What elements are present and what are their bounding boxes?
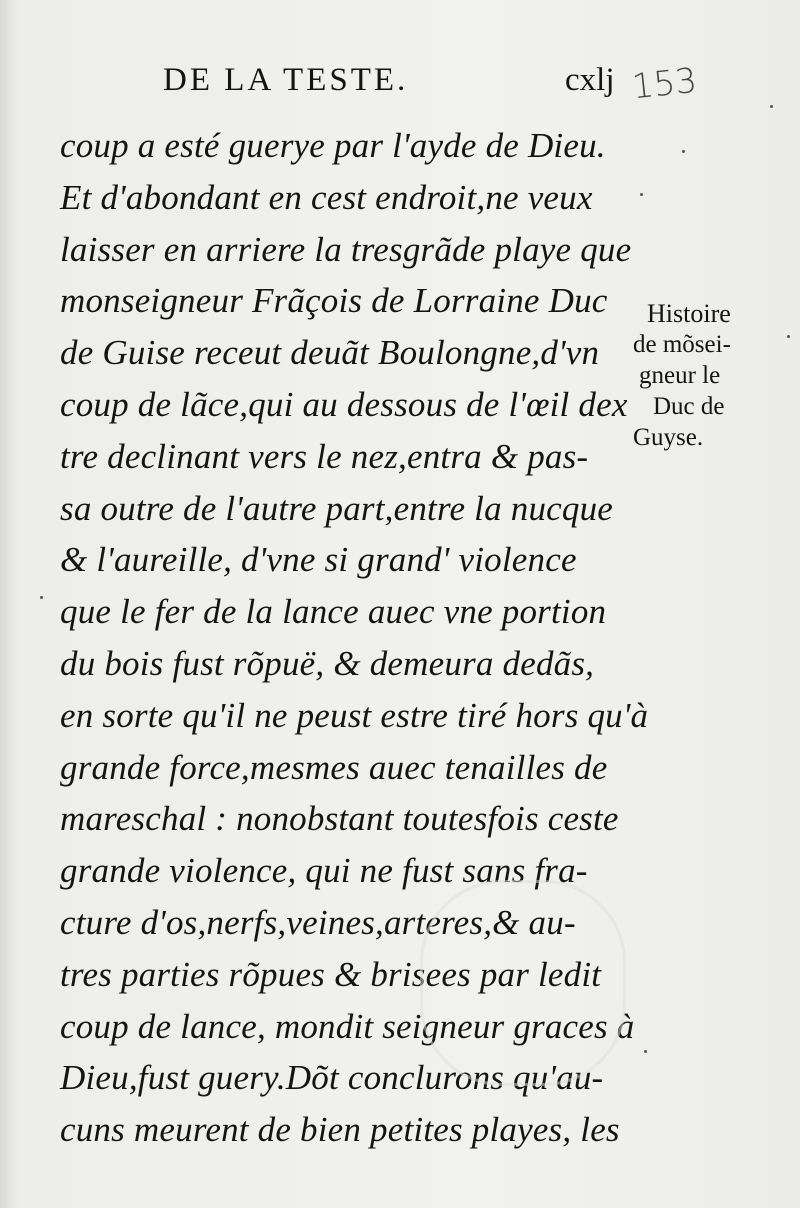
text-line: cuns meurent de bien petites playes, les — [60, 1110, 620, 1150]
text-line: grande violence, qui ne fust sans fra- — [60, 851, 588, 891]
text-line: mareschal : nonobstant toutesfois ceste — [60, 799, 619, 839]
text-line: coup de lãce,qui au dessous de l'œil dex — [60, 384, 628, 424]
ink-speck — [644, 1050, 647, 1053]
text-line: coup a esté guerye par l'ayde de Dieu. — [60, 126, 606, 165]
text-line: Dieu,fust guery.Dõt conclurons qu'au- — [60, 1058, 604, 1098]
margin-note-line: de mõsei- — [633, 331, 731, 358]
ink-speck — [787, 335, 790, 338]
text-line: en sorte qu'il ne peust estre tiré hors qu'à — [60, 695, 649, 735]
margin-note-line: Histoire — [647, 299, 731, 328]
text-line: du bois fust rõpuë, & demeura dedãs, — [60, 643, 595, 683]
text-line: sa outre de l'autre part,entre la nucque — [60, 488, 614, 528]
margin-note-line: Guyse. — [633, 424, 704, 451]
handwritten-page-number: 153 — [630, 60, 699, 108]
folio-number: cxlj — [565, 62, 615, 98]
ink-speck — [682, 150, 685, 153]
text-line: cture d'os,nerfs,veines,arteres,& au- — [60, 902, 576, 942]
text-line: monseigneur Frãçois de Lorraine Duc — [60, 281, 608, 321]
text-line: & l'aureille, d'vne si grand' violence — [60, 540, 577, 580]
running-title: DE LA TESTE. — [163, 62, 409, 98]
text-line: laisser en arriere la tresgrãde playe que — [60, 229, 632, 269]
ink-speck — [770, 105, 773, 108]
text-line: coup de lance, mondit seigneur graces à — [60, 1006, 635, 1046]
ink-speck — [640, 193, 643, 196]
text-line: tres parties rõpues & brisees par ledit — [60, 954, 602, 994]
marginal-note — [633, 298, 793, 453]
margin-note-line: Duc de — [653, 393, 725, 420]
ink-speck — [40, 596, 43, 599]
text-line: grande force,mesmes auec tenailles de — [60, 747, 608, 787]
text-line: Et d'abondant en cest endroit,ne veux — [60, 177, 593, 217]
page-header — [0, 62, 800, 112]
bleed-through-ornament — [420, 880, 626, 1086]
margin-note-line: gneur le — [639, 362, 721, 389]
text-line: que le fer de la lance auec vne portion — [60, 592, 607, 632]
text-line: de Guise receut deuãt Boulongne,d'vn — [60, 333, 600, 373]
text-line: tre declinant vers le nez,entra & pas- — [60, 436, 589, 476]
